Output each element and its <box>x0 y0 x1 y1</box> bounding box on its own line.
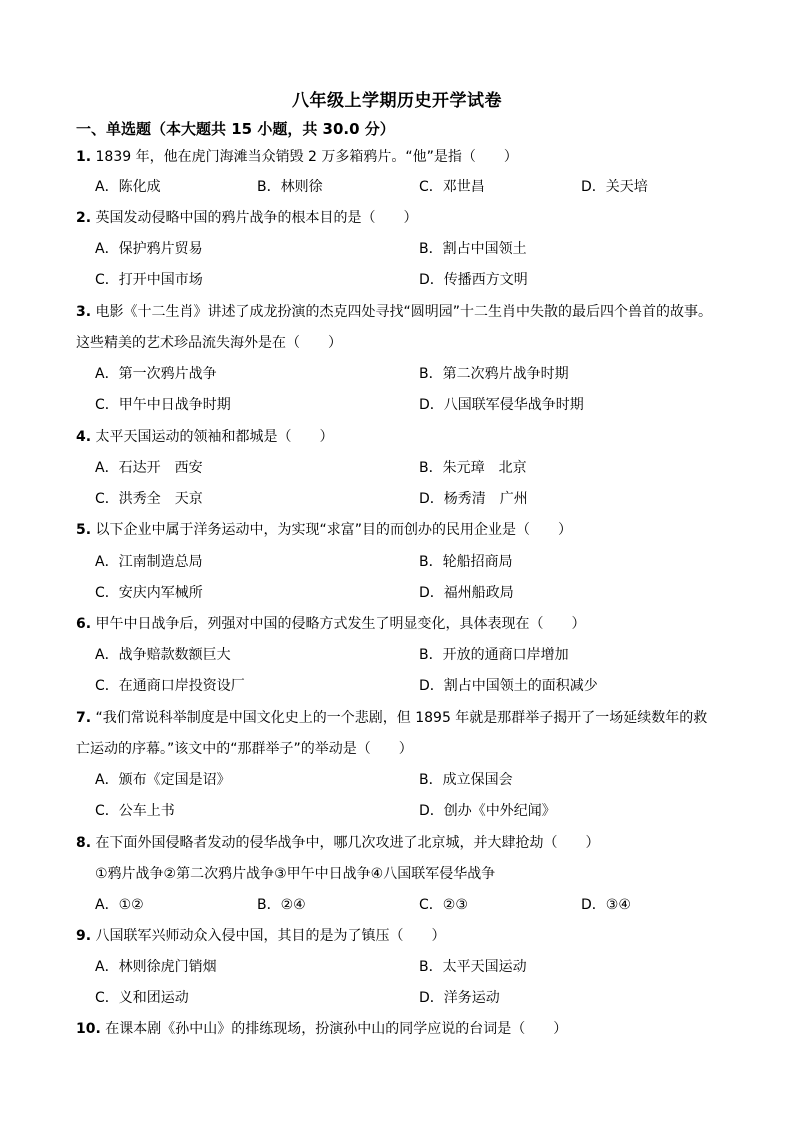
option-d: D．杨秀清 广州 <box>419 491 528 507</box>
option-b: B．②④ <box>257 897 306 913</box>
option-a: A．陈化成 <box>95 179 161 195</box>
question-3-stem-cont: 这些精美的艺术珍品流失海外是在（ ） <box>76 335 342 351</box>
option-d: D．传播西方文明 <box>419 272 528 288</box>
option-d: D．③④ <box>581 897 631 913</box>
question-9-stem <box>76 925 446 945</box>
option-b: B．林则徐 <box>257 179 323 195</box>
option-d: D．洋务运动 <box>419 990 500 1006</box>
question-text: 电影《十二生肖》讲述了成龙扮演的杰克四处寻找“圆明园”十二生肖中失散的最后四个兽首的故事。 <box>95 304 713 320</box>
option-d: D．关天培 <box>581 179 648 195</box>
question-text: 甲午中日战争后，列强对中国的侵略方式发生了明显变化，具体表现在（ ） <box>95 616 586 632</box>
option-d: D．福州船政局 <box>419 585 514 601</box>
question-number: 5. <box>76 522 92 538</box>
option-a: A．林则徐虎门销烟 <box>95 959 217 975</box>
option-a: A．①② <box>95 897 144 913</box>
option-b: B．太平天国运动 <box>419 959 527 975</box>
question-7-stem <box>76 707 707 727</box>
question-number: 9. <box>76 928 92 944</box>
option-b: B．割占中国领土 <box>419 241 527 257</box>
question-6-stem <box>76 613 586 633</box>
option-c: C．义和团运动 <box>95 990 189 1006</box>
question-number: 7. <box>76 710 92 726</box>
question-number: 8. <box>76 835 92 851</box>
option-b: B．朱元璋 北京 <box>419 460 527 476</box>
option-b: B．成立保国会 <box>419 772 513 788</box>
option-c: C．甲午中日战争时期 <box>95 397 231 413</box>
question-text: 在下面外国侵略者发动的侵华战争中，哪几次攻进了北京城，并大肆抢劫（ ） <box>95 835 600 851</box>
question-5-stem <box>76 519 572 539</box>
option-c: C．在通商口岸投资设厂 <box>95 678 245 694</box>
question-text: 1839 年，他在虎门海滩当众销毁 2 万多箱鸦片。“他”是指（ ） <box>95 149 518 165</box>
section-heading: 一、单选题（本大题共 15 小题，共 30.0 分） <box>76 120 395 138</box>
question-text: 在课本剧《孙中山》的排练现场，扮演孙中山的同学应说的台词是（ ） <box>105 1021 568 1037</box>
question-number: 4. <box>76 429 92 445</box>
option-c: C．安庆内军械所 <box>95 585 203 601</box>
question-8-stem <box>76 832 600 852</box>
option-b: B．第二次鸦片战争时期 <box>419 366 569 382</box>
question-1-stem <box>76 146 518 166</box>
option-a: A．第一次鸦片战争 <box>95 366 217 382</box>
question-text: 以下企业中属于洋务运动中，为实现“求富”目的而创办的民用企业是（ ） <box>95 522 573 538</box>
question-number: 10. <box>76 1021 101 1037</box>
option-c: C．②③ <box>419 897 468 913</box>
question-7-stem-cont: 亡运动的序幕。”该文中的“那群举子”的举动是（ ） <box>76 741 413 757</box>
question-number: 2. <box>76 210 92 226</box>
option-b: B．开放的通商口岸增加 <box>419 647 569 663</box>
question-number: 3. <box>76 304 92 320</box>
option-a: A．江南制造总局 <box>95 554 203 570</box>
question-text: 太平天国运动的领袖和都城是（ ） <box>95 429 334 445</box>
question-2-stem <box>76 207 418 227</box>
question-8-items: ①鸦片战争②第二次鸦片战争③甲午中日战争④八国联军侵华战争 <box>95 866 496 882</box>
option-c: C．公车上书 <box>95 803 175 819</box>
page-title: 八年级上学期历史开学试卷 <box>292 91 502 111</box>
question-number: 1. <box>76 149 92 165</box>
option-b: B．轮船招商局 <box>419 554 513 570</box>
option-d: D．割占中国领土的面积减少 <box>419 678 598 694</box>
option-d: D．创办《中外纪闻》 <box>419 803 556 819</box>
question-text: 八国联军兴师动众入侵中国，其目的是为了镇压（ ） <box>95 928 446 944</box>
option-c: C．洪秀全 天京 <box>95 491 203 507</box>
option-a: A．石达开 西安 <box>95 460 203 476</box>
question-3-stem <box>76 301 712 321</box>
option-a: A．战争赔款数额巨大 <box>95 647 231 663</box>
option-c: C．打开中国市场 <box>95 272 203 288</box>
option-a: A．颁布《定国是诏》 <box>95 772 231 788</box>
option-c: C．邓世昌 <box>419 179 485 195</box>
question-4-stem <box>76 426 334 446</box>
question-10-stem <box>76 1018 567 1038</box>
question-number: 6. <box>76 616 92 632</box>
question-text: 英国发动侵略中国的鸦片战争的根本目的是（ ） <box>95 210 418 226</box>
question-text: “我们常说科举制度是中国文化史上的一个悲剧，但 1895 年就是那群举子揭开了一场延续数年的救 <box>95 710 708 726</box>
option-d: D．八国联军侵华战争时期 <box>419 397 584 413</box>
option-a: A．保护鸦片贸易 <box>95 241 203 257</box>
